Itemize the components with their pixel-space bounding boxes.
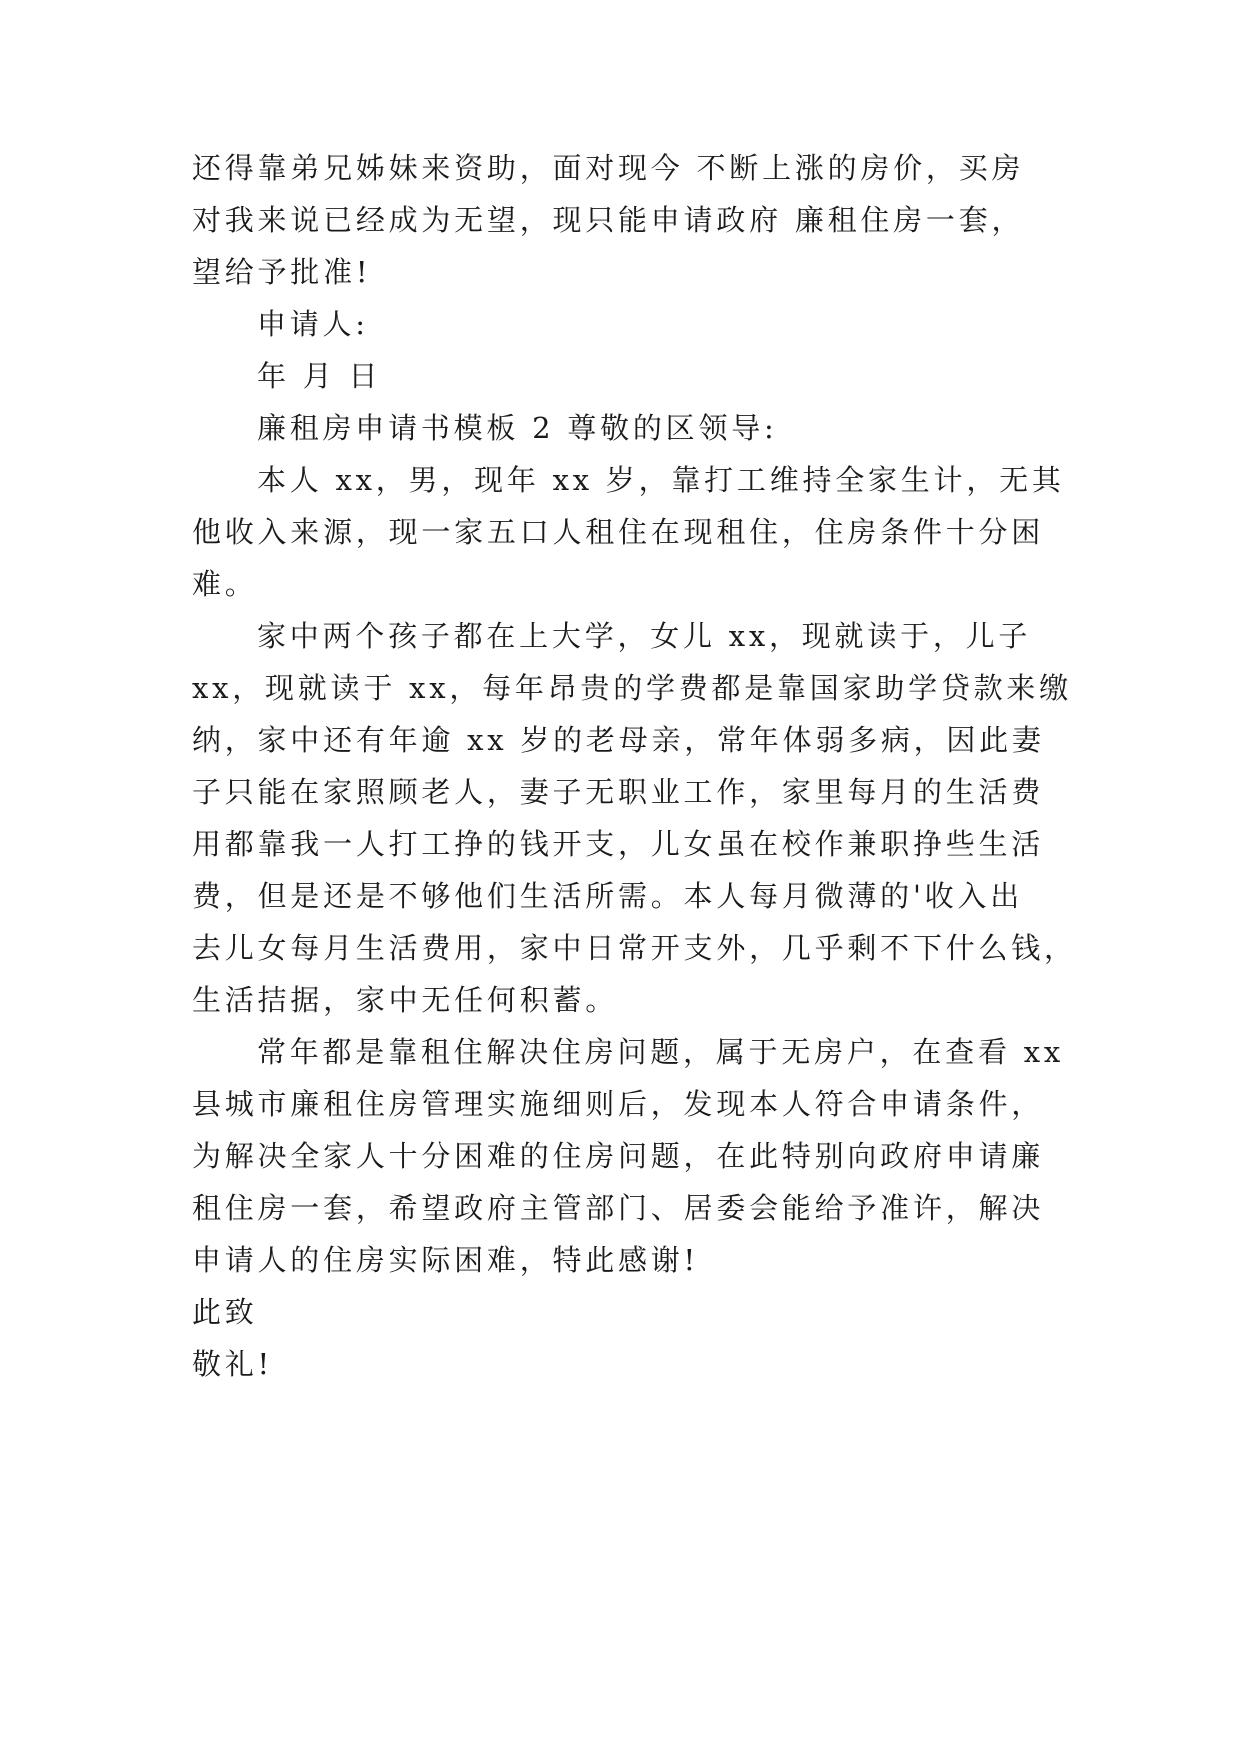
- paragraph-line: 难。: [192, 567, 258, 601]
- paragraph-line: 费，但是还是不够他们生活所需。本人每月微薄的'收入出: [192, 879, 1023, 913]
- paragraph-line: 家中两个孩子都在上大学，女儿 xx，现就读于，儿子: [257, 619, 1032, 653]
- paragraph-line: 县城市廉租住房管理实施细则后，发现本人符合申请条件，: [192, 1087, 1045, 1121]
- paragraph-line: 他收入来源，现一家五口人租住在现租住，住房条件十分困: [192, 515, 1045, 549]
- paragraph-line: 申请人的住房实际困难，特此感谢!: [192, 1243, 699, 1277]
- paragraph-line: 对我来说已经成为无望，现只能申请政府 廉租住房一套，: [192, 203, 1025, 237]
- closing-salutation: 此致: [192, 1295, 258, 1329]
- paragraph-line: xx，现就读于 xx，每年昂贵的学费都是靠国家助学贷款来缴: [192, 671, 1072, 705]
- paragraph-line: 为解决全家人十分困难的住房问题，在此特别向政府申请廉: [192, 1139, 1045, 1173]
- paragraph-line: 子只能在家照顾老人，妻子无职业工作，家里每月的生活费: [192, 775, 1045, 809]
- paragraph-line: 去儿女每月生活费用，家中日常开支外，几乎剩不下什么钱，: [192, 931, 1077, 965]
- paragraph-line: 望给予批准!: [192, 255, 372, 289]
- paragraph-line: 租住房一套，希望政府主管部门、居委会能给予准许，解决: [192, 1191, 1045, 1225]
- paragraph-line: 生活拮据，家中无任何积蓄。: [192, 983, 619, 1017]
- paragraph-line: 用都靠我一人打工挣的钱开支，儿女虽在校作兼职挣些生活: [192, 827, 1045, 861]
- template-heading: 廉租房申请书模板 2 尊敬的区领导:: [257, 411, 778, 445]
- paragraph-line: 常年都是靠租住解决住房问题，属于无房户，在查看 xx: [257, 1035, 1064, 1069]
- paragraph-line: 本人 xx，男，现年 xx 岁，靠打工维持全家生计，无其: [257, 463, 1065, 497]
- applicant-label: 申请人:: [257, 307, 369, 341]
- paragraph-line: 纳，家中还有年逾 xx 岁的老母亲，常年体弱多病，因此妻: [192, 723, 1045, 757]
- date-line: 年 月 日: [257, 359, 382, 393]
- paragraph-line: 还得靠弟兄姊妹来资助，面对现今 不断上涨的房价，买房: [192, 151, 1025, 185]
- closing-regards: 敬礼!: [192, 1347, 273, 1381]
